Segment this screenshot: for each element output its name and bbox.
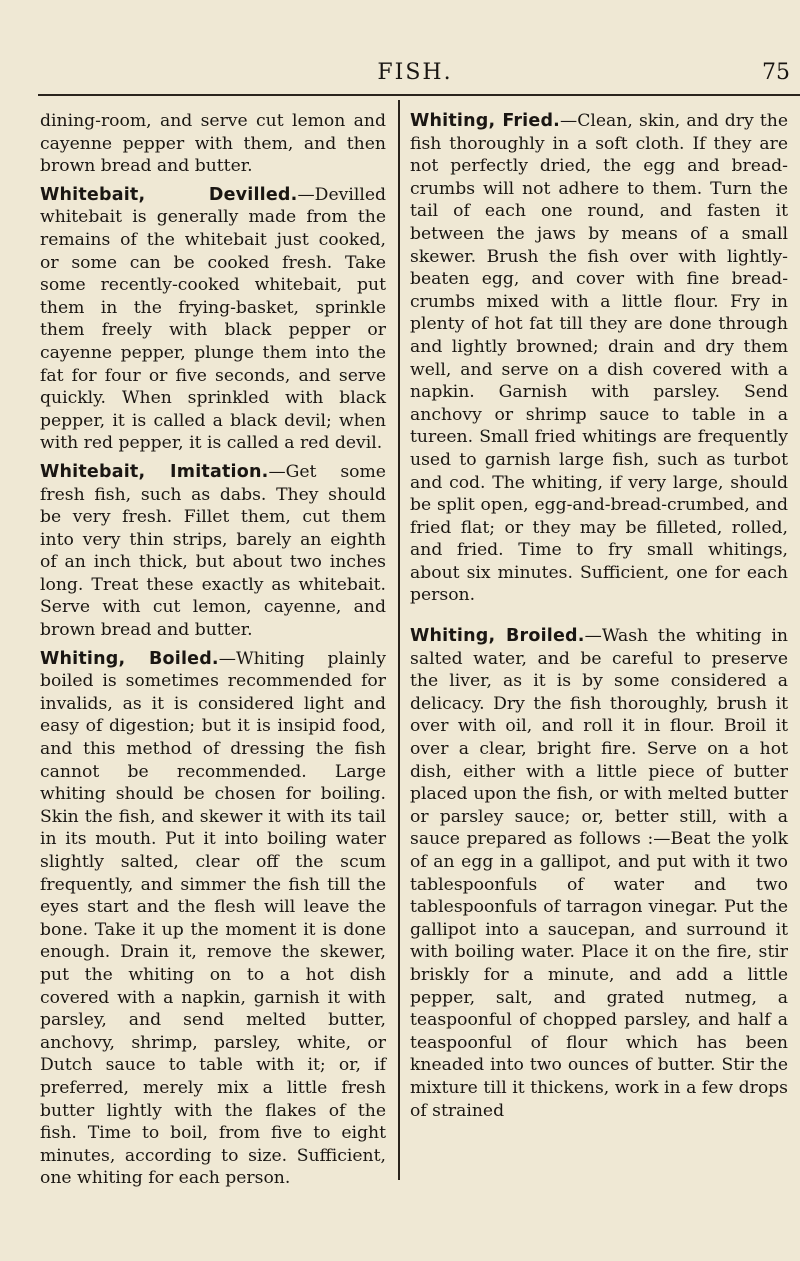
header-rule	[38, 94, 800, 96]
entry-body: —Wash the whiting in salted water, and be careful to preserve the liver, as it is by some considered a delicacy. Dry the fish thoroughly, brush it over with oil, and roll it in flour. Broil it over a clear, bright fire. Serve on a hot dish, either with a little piece of butter placed upon the fish, or with melted butter or parsley sauce; or, better still, with a sauce prepared as follows :—Beat the yolk of an egg in a gallipot, and put with it two tablespoonfuls of water and two tablespoonfuls of tarragon vinegar. Put the gallipot into a saucepan, and surround it with boiling water. Place it on the fire, stir briskly for a minute, and add a little pepper, salt, and grated nutmeg, a teaspoonful of chopped parsley, and half a teaspoonful of flour which has been kneaded into two ounces of butter. Stir the mixture till it thickens, work in a few drops of strained	[410, 626, 788, 1121]
entry-whitebait-imitation	[40, 461, 386, 642]
running-head: FISH.	[377, 60, 453, 85]
entry-title: Whiting, Fried.	[410, 111, 561, 131]
right-column	[410, 110, 788, 1128]
entry-title: Whiting, Broiled.	[410, 626, 585, 647]
continuation-paragraph: dining-room, and serve cut lemon and cayenne pepper with them, and then brown bread and butter.	[40, 111, 386, 177]
entry-body: —Devilled whitebait is generally made from the remains of the whitebait just cooked, or some can be cooked fresh. Take some recently-cooked whitebait, put them in the frying-basket, sprinkle them freely with black pepper or cayenne pepper, plunge them into the fat for four or five seconds, and serve quickly. When sprinkled with black pepper, it is called a black devil; when with red pepper, it is called a red devil.	[40, 184, 386, 454]
column-divider	[398, 100, 400, 1180]
left-column	[40, 110, 386, 1196]
entry-title: Whitebait, Imitation.	[40, 461, 269, 482]
entry-whiting-broiled	[410, 625, 788, 1122]
entry-title: Whitebait, Devilled.	[40, 184, 298, 205]
entry-whiting-boiled	[40, 648, 386, 1190]
page-number: 75	[762, 60, 790, 85]
entry-body: —Clean, skin, and dry the fish thoroughly in a soft cloth. If they are not perfectly dried, the egg and bread-crumbs will not adhere to them. Turn the tail of each one round, and fasten it between the jaws by means of a small skewer. Brush the fish over with lightly-beaten egg, and cover with fine bread-crumbs mixed with a little flour. Fry in plenty of hot fat till they are done through and lightly browned; drain and dry them well, and serve on a dish covered with a napkin. Garnish with parsley. Send anchovy or shrimp sauce to table in a tureen. Small fried whitings are frequently used to garnish large fish, such as turbot and cod. The whiting, if very large, should be split open, egg-and-bread-crumbed, and fried flat; or they may be filleted, rolled, and fried. Time to fry small whitings, about six minutes. Sufficient, one for each person.	[410, 111, 788, 606]
entry-whiting-fried	[410, 110, 788, 607]
entry-body: —Whiting plainly boiled is sometimes recommended for invalids, as it is considered light and easy of digestion; but it is insipid food, and this method of dressing the fish cannot be recommended. Large whiting should be chosen for boiling. Skin the fish, and skewer it with its tail in its mouth. Put it into boiling water slightly salted, clear off the scum frequently, and simmer the fish till the eyes start and the flesh will leave the bone. Take it up the moment it is done enough. Drain it, remove the skewer, put the whiting on to a hot dish covered with a napkin, garnish it with parsley, and send melted butter, anchovy, shrimp, parsley, white, or Dutch sauce to table with it; or, if preferred, merely mix a little fresh butter lightly with the flakes of the fish. Time to boil, from five to eight minutes, according to size. Sufficient, one whiting for each person.	[40, 648, 386, 1189]
entry-body: —Get some fresh fish, such as dabs. They should be very fresh. Fillet them, cut them into very thin strips, barely an eighth of an inch thick, but about two inches long. Treat these exactly as whitebait. Serve with cut lemon, cayenne, and brown bread and butter.	[40, 461, 386, 641]
entry-whitebait-devilled	[40, 184, 386, 455]
entry-title: Whiting, Boiled.	[40, 648, 219, 669]
